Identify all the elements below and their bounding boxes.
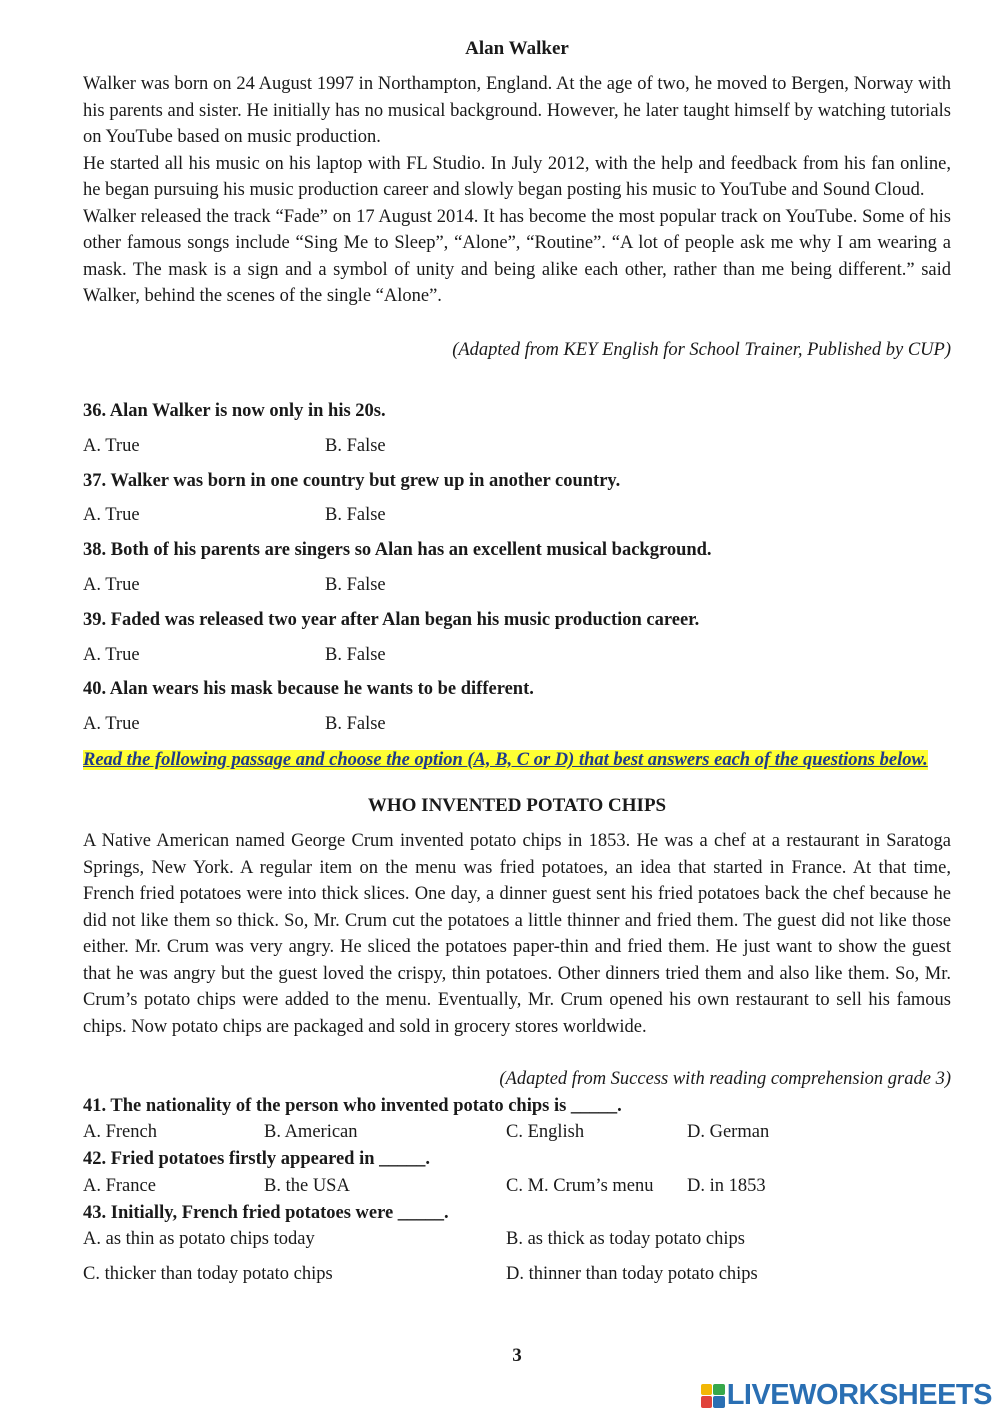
option-true[interactable]: A. True — [83, 505, 140, 525]
option-c[interactable]: C. English — [506, 1122, 585, 1142]
option-b[interactable]: B. as thick as today potato chips — [506, 1229, 745, 1249]
option-d[interactable]: D. German — [687, 1122, 770, 1142]
option-b[interactable]: B. the USA — [264, 1176, 350, 1196]
option-b[interactable]: B. American — [264, 1122, 358, 1142]
option-c[interactable]: C. M. Crum’s menu — [506, 1176, 654, 1196]
question-41: 41. The nationality of the person who invented potato chips is _____. — [83, 1096, 622, 1116]
option-d[interactable]: D. thinner than today potato chips — [506, 1264, 758, 1284]
option-a[interactable]: A. France — [83, 1176, 156, 1196]
question-43: 43. Initially, French fried potatoes were _____. — [83, 1203, 449, 1223]
liveworksheets-logo — [701, 1379, 992, 1412]
option-true[interactable]: A. True — [83, 645, 140, 665]
passage-title: Alan Walker — [465, 38, 569, 59]
passage-body — [83, 71, 951, 310]
question-36: 36. Alan Walker is now only in his 20s. — [83, 401, 386, 421]
option-true[interactable]: A. True — [83, 714, 140, 734]
option-false[interactable]: B. False — [325, 436, 386, 456]
passage-body — [83, 828, 951, 1040]
paragraph: Walker was born on 24 August 1997 in Northampton, England. At the age of two, he moved to Bergen, Norway with his parents and sister. He initially has no musical background. However, he later taught himself by watching tutorials on YouTube based on music production. — [83, 74, 951, 147]
option-false[interactable]: B. False — [325, 714, 386, 734]
question-37: 37. Walker was born in one country but grew up in another country. — [83, 471, 621, 491]
question-40: 40. Alan wears his mask because he wants to be different. — [83, 679, 534, 699]
option-false[interactable]: B. False — [325, 645, 386, 665]
question-39: 39. Faded was released two year after Alan began his music production career. — [83, 610, 700, 630]
page-number: 3 — [512, 1345, 522, 1366]
logo-text: LIVEWORKSHEETS — [726, 1379, 992, 1411]
paragraph: He started all his music on his laptop with FL Studio. In July 2012, with the help and feedback from his fan online, he began pursuing his music production career and slowly began posting his music to YouTube and Sound Cloud. — [83, 153, 951, 200]
option-true[interactable]: A. True — [83, 436, 140, 456]
instruction-text: Read the following passage and choose the option (A, B, C or D) that best answers each of the questions below. — [83, 750, 928, 770]
option-true[interactable]: A. True — [83, 575, 140, 595]
option-a[interactable]: A. French — [83, 1122, 157, 1142]
option-false[interactable]: B. False — [325, 505, 386, 525]
logo-icon — [701, 1384, 725, 1408]
instruction — [83, 748, 945, 772]
option-false[interactable]: B. False — [325, 575, 386, 595]
source-citation: (Adapted from KEY English for School Trainer, Published by CUP) — [452, 340, 951, 360]
question-42: 42. Fried potatoes firstly appeared in _____. — [83, 1149, 431, 1169]
source-citation: (Adapted from Success with reading comprehension grade 3) — [499, 1069, 951, 1089]
option-a[interactable]: A. as thin as potato chips today — [83, 1229, 315, 1249]
paragraph: Walker released the track “Fade” on 17 August 2014. It has become the most popular track on YouTube. Some of his other famous songs include “Sing Me to Sleep”, “Alone”, “Routine”. “A lot of people ask me why I am wearing a mask. The mask is a sign and a symbol of unity and being alike each other, rather than me being different.” said Walker, behind the scenes of the single “Alone”. — [83, 206, 951, 306]
paragraph: A Native American named George Crum invented potato chips in 1853. He was a chef at a restaurant in Saratoga Springs, New York. A regular item on the menu was fried potatoes, an idea that started in France. At that time, French fried potatoes were into thick slices. One day, a dinner guest sent his fried potatoes back the chef because he did not like them so thick. So, Mr. Crum cut the potatoes a little thinner and fried them. The guest did not like those either. Mr. Crum was very angry. He sliced the potatoes paper-thin and fried them. He just want to show the guest that he was angry but the guest loved the crispy, thin potatoes. Other dinners tried them and also like them. So, Mr. Crum’s potato chips were added to the menu. Eventually, Mr. Crum opened his own restaurant to sell his famous chips. Now potato chips are packaged and sold in grocery stores worldwide. — [83, 831, 951, 1037]
passage-title: WHO INVENTED POTATO CHIPS — [367, 795, 667, 816]
option-d[interactable]: D. in 1853 — [687, 1176, 766, 1196]
question-38: 38. Both of his parents are singers so Alan has an excellent musical background. — [83, 540, 712, 560]
option-c[interactable]: C. thicker than today potato chips — [83, 1264, 333, 1284]
